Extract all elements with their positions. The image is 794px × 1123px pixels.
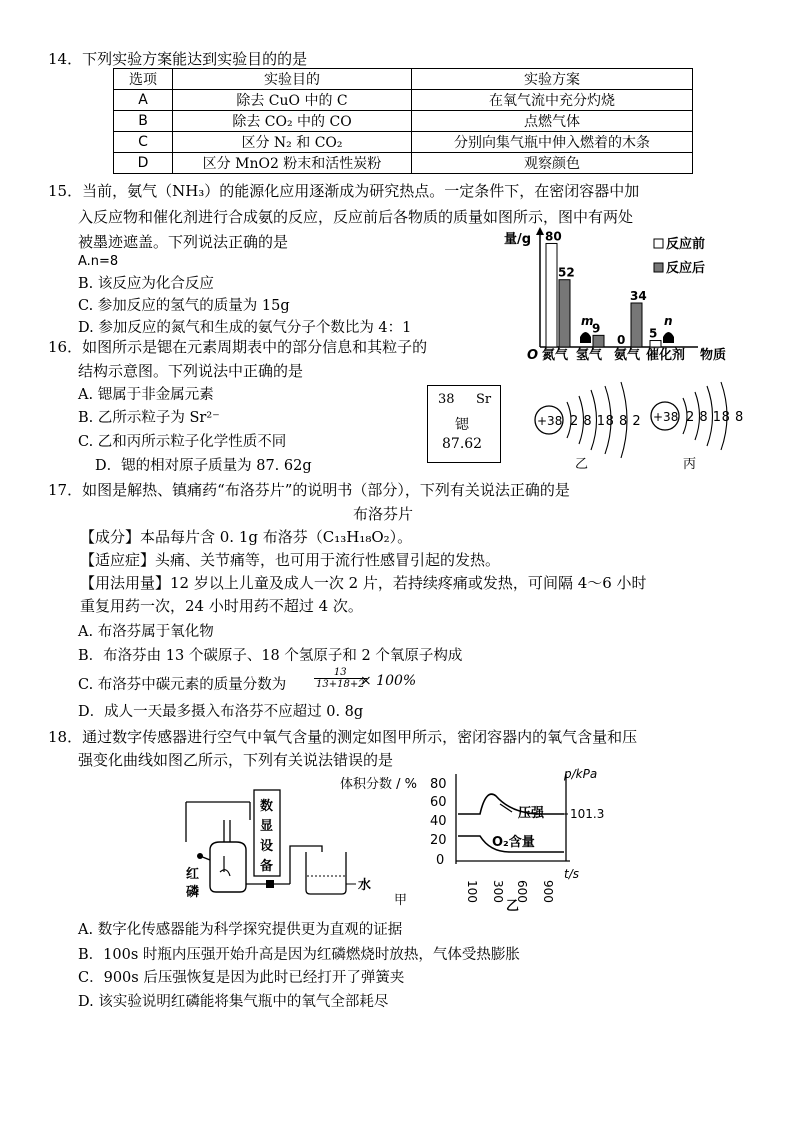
cell: 区分 N₂ 和 CO₂ xyxy=(173,132,412,153)
particle-c xyxy=(651,382,744,472)
q15-option-a: A.n=8 xyxy=(78,254,119,269)
q15-option-b: B. 该反应为化合反应 xyxy=(78,276,214,292)
q16-line1: 16．如图所示是锶在元素周期表中的部分信息和其粒子的 xyxy=(48,338,428,356)
y-axis-left-label: 体积分数 / % xyxy=(340,777,417,792)
bar-value-label: 34 xyxy=(630,289,647,303)
q18-line1: 18．通过数字传感器进行空气中氧气含量的测定如图甲所示，密闭容器内的氧气含量和压 xyxy=(48,728,638,746)
q15-line1: 15．当前，氨气（NH₃）的能源化应用逐渐成为研究热点。一定条件下，在密闭容器中加 xyxy=(48,182,640,200)
mass-bar-chart xyxy=(500,225,740,365)
nucleus-charge-b: +38 xyxy=(537,414,563,428)
figure-a-caption: 甲 xyxy=(394,893,408,908)
oxygen-label: O₂含量 xyxy=(492,835,535,850)
q18-option-b: B．100s 时瓶内压强开始升高是因为红磷燃烧时放热，气体受热膨胀 xyxy=(78,947,520,963)
phosphorus-label: 磷 xyxy=(186,885,200,900)
gas-collecting-bottle xyxy=(210,842,246,892)
cell: C xyxy=(114,132,173,153)
category-label: 催化剂 xyxy=(646,348,686,363)
element-symbol: Sr xyxy=(476,392,492,407)
q16-option-b: B. 乙所示粒子为 Sr²⁻ xyxy=(78,410,220,426)
device-char: 数 xyxy=(260,799,274,814)
cell: 分别向集气瓶中伸入燃着的木条 xyxy=(412,132,693,153)
x-axis-label: t/s xyxy=(564,867,579,881)
col-plan: 实验方案 xyxy=(412,69,693,90)
q17-stem: 17．如图是解热、镇痛药“布洛芬片”的说明书（部分），下列有关说法正确的是 xyxy=(48,481,570,499)
legend-label-before: 反应前 xyxy=(666,237,706,252)
x-tick: 600 xyxy=(515,880,529,903)
ink-blot xyxy=(580,332,591,343)
label-b: 乙 xyxy=(575,457,589,472)
x-tick: 100 xyxy=(465,880,479,903)
fraction-denominator: 13+18+2 xyxy=(316,679,365,690)
table-row xyxy=(114,111,693,132)
table-header-row xyxy=(114,69,693,90)
fraction-numerator: 13 xyxy=(314,667,367,679)
q17-ingredient: 【成分】本品每片含 0. 1g 布洛芬（C₁₃H₁₈O₂）。 xyxy=(80,528,413,546)
col-option: 选项 xyxy=(114,69,173,90)
q16-option-a: A. 锶属于非金属元素 xyxy=(78,387,214,403)
q17-dosage-2: 重复用药一次，24 小时用药不超过 4 次。 xyxy=(80,597,363,615)
y-axis-right-label: p/kPa xyxy=(564,767,598,781)
table-row xyxy=(114,153,693,174)
q15-line2: 入反应物和催化剂进行合成氨的反应，反应前后各物质的质量如图所示，图中有两处 xyxy=(78,208,634,226)
bar-value-label: 5 xyxy=(649,326,658,341)
particle-diagrams xyxy=(525,378,775,470)
particle-b xyxy=(535,382,641,472)
bar-value-label: m xyxy=(581,314,594,328)
cell: 在氧气流中充分灼烧 xyxy=(412,90,693,111)
q15-option-c: C. 参加反应的氢气的质量为 15g xyxy=(78,298,290,314)
pressure-oxygen-graph xyxy=(340,767,605,916)
element-name: 锶 xyxy=(455,417,469,433)
element-card xyxy=(427,385,501,463)
q16-line2: 结构示意图。下列说法中正确的是 xyxy=(78,362,304,380)
spring-clip xyxy=(266,880,274,888)
bar-after xyxy=(631,303,642,347)
bar-value-label: n xyxy=(664,314,673,328)
ink-blot xyxy=(663,332,674,343)
cell: 点燃气体 xyxy=(412,111,693,132)
q16-option-c: C. 乙和丙所示粒子化学性质不同 xyxy=(78,434,287,450)
q15-option-d: D. 参加反应的氮气和生成的氨气分子个数比为 4：1 xyxy=(78,320,412,336)
water-label: 水 xyxy=(358,878,372,893)
pressure-value: 101.3 xyxy=(570,807,605,821)
y-axis-label: 量/g xyxy=(504,232,532,247)
bar-before xyxy=(546,243,557,347)
atomic-mass: 87.62 xyxy=(442,436,483,452)
fraction-tail: × 100% xyxy=(360,673,417,689)
bar-before xyxy=(650,341,661,347)
y-axis-arrow xyxy=(536,227,544,235)
category-label: 氨气 xyxy=(614,348,641,363)
bar-after xyxy=(593,335,604,347)
q14-stem: 14．下列实验方案能达到实验目的的是 xyxy=(48,50,308,68)
y-tick: 80 xyxy=(430,777,447,792)
q15-line3: 被墨迹遮盖。下列说法正确的是 xyxy=(78,233,289,251)
origin-label: O xyxy=(527,348,539,363)
y-tick: 60 xyxy=(430,795,447,810)
category-label: 氢气 xyxy=(576,348,603,363)
q17-leaflet-title: 布洛芬片 xyxy=(353,505,414,523)
bar-after xyxy=(559,280,570,347)
device-char: 显 xyxy=(260,819,274,834)
y-tick: 20 xyxy=(430,833,447,848)
q17-option-c: C. 布洛芬中碳元素的质量分数为 xyxy=(78,677,287,693)
cell: 区分 MnO2 粉末和活性炭粉 xyxy=(173,153,412,174)
table-row xyxy=(114,132,693,153)
x-axis-label: 物质 xyxy=(700,348,727,363)
shell-electrons-c: 2 8 18 8 xyxy=(686,410,744,425)
y-tick: 0 xyxy=(436,853,445,868)
figure-b-caption: 乙 xyxy=(506,899,520,914)
y-tick: 40 xyxy=(430,814,447,829)
legend-swatch-after xyxy=(654,263,663,272)
bar-value-label: 80 xyxy=(545,229,562,244)
cell: A xyxy=(114,90,173,111)
cell: 除去 CuO 中的 C xyxy=(173,90,412,111)
atomic-number: 38 xyxy=(438,392,455,407)
nucleus-charge-c: +38 xyxy=(653,410,679,424)
q18-option-a: A. 数字化传感器能为科学探究提供更为直观的证据 xyxy=(78,922,403,938)
table-row xyxy=(114,90,693,111)
bar-value-label: 0 xyxy=(617,333,626,347)
q17-option-b: B．布洛芬由 13 个碳原子、18 个氢原子和 2 个氧原子构成 xyxy=(78,648,463,664)
label-c: 丙 xyxy=(683,457,697,472)
q17-fraction xyxy=(314,667,367,690)
bar-value-label: 52 xyxy=(558,265,575,280)
cell: B xyxy=(114,111,173,132)
col-purpose: 实验目的 xyxy=(173,69,412,90)
pressure-label: 压强 xyxy=(518,806,545,821)
q18-option-d: D. 该实验说明红磷能将集气瓶中的氧气全部耗尽 xyxy=(78,994,389,1010)
q18-option-c: C．900s 后压强恢复是因为此时已经打开了弹簧夹 xyxy=(78,970,405,986)
cell: 观察颜色 xyxy=(412,153,693,174)
q16-option-d: D．锶的相对原子质量为 87. 62g xyxy=(95,458,312,474)
q14-table xyxy=(113,68,693,174)
q17-indication: 【适应症】头痛、关节痛等，也可用于流行性感冒引起的发热。 xyxy=(80,551,501,569)
device-char: 设 xyxy=(260,839,274,854)
x-tick: 900 xyxy=(541,880,555,903)
cell: D xyxy=(114,153,173,174)
category-label: 氮气 xyxy=(542,348,569,363)
x-tick: 300 xyxy=(491,880,505,903)
q17-dosage-1: 【用法用量】12 岁以上儿童及成人一次 2 片，若持续疼痛或发热，可间隔 4～6 小时 xyxy=(80,574,647,592)
q18-line2: 强变化曲线如图乙所示，下列有关说法错误的是 xyxy=(78,751,394,769)
legend-swatch-before xyxy=(654,239,663,248)
q17-option-d: D．成人一天最多摄入布洛芬不应超过 0. 8g xyxy=(78,704,364,720)
legend-label-after: 反应后 xyxy=(666,261,706,276)
bar-value-label: 9 xyxy=(592,321,601,336)
cell: 除去 CO₂ 中的 CO xyxy=(173,111,412,132)
shell-electrons-b: 2 8 18 8 2 xyxy=(570,414,642,429)
device-char: 备 xyxy=(260,859,274,874)
phosphorus-label: 红 xyxy=(186,867,200,882)
q17-option-a: A. 布洛芬属于氧化物 xyxy=(78,624,214,640)
